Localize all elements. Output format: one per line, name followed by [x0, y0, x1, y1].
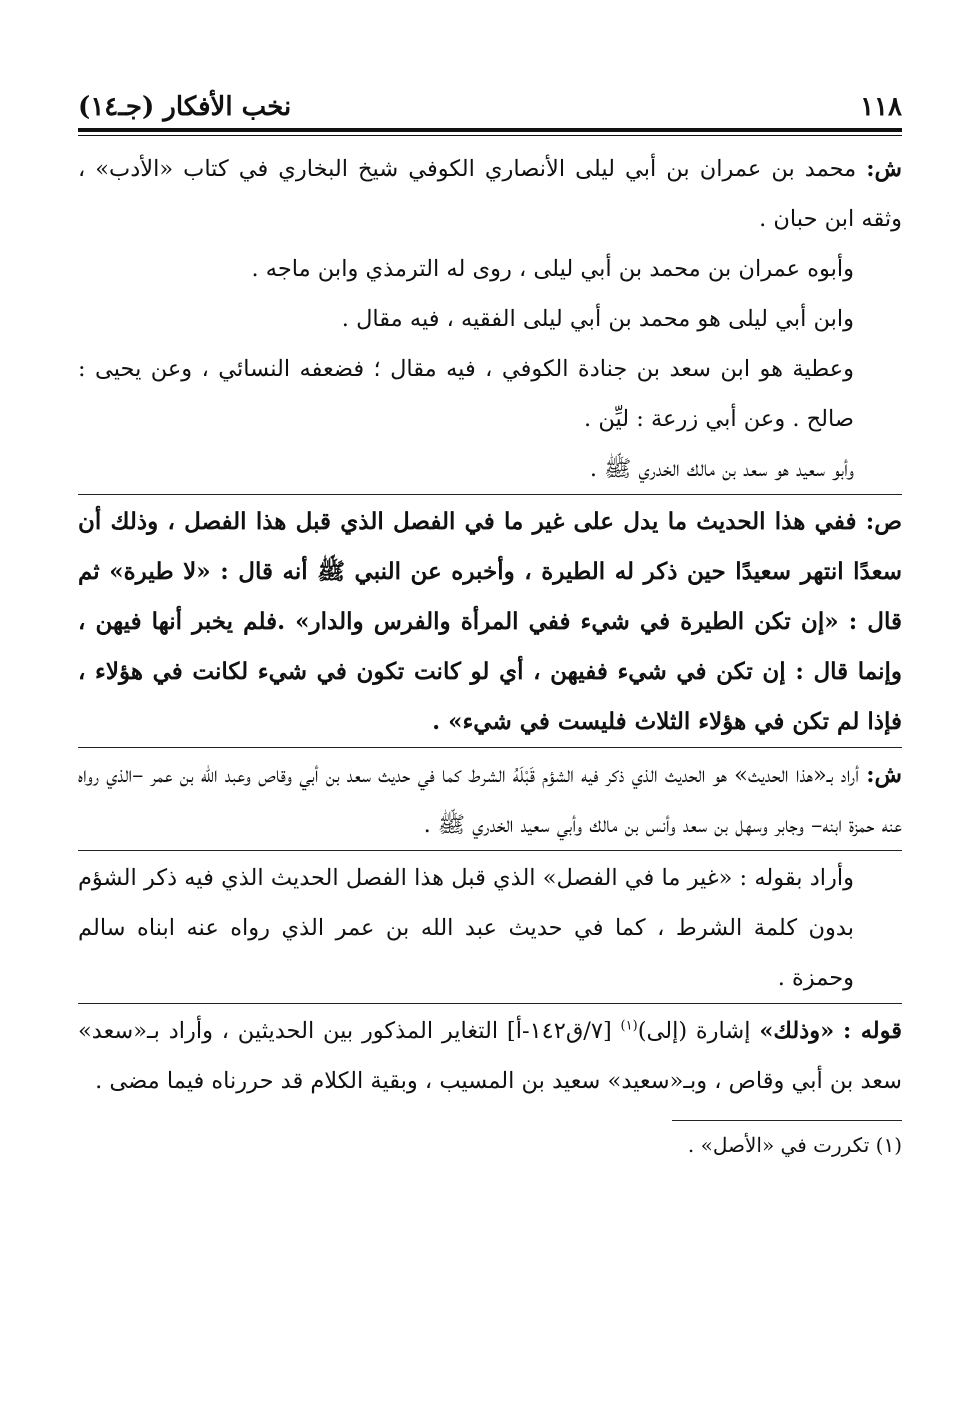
body-text [78, 144, 902, 1165]
footnote [78, 1125, 902, 1165]
book-title: نخب الأفكار (جـ١٤) [78, 92, 292, 122]
paragraph-label: ش: [866, 762, 902, 788]
paragraph-text: أراد بـ«هذا الحديث» هو الحديث الذي ذكر فيه الشؤم قَبْلَهُ الشرط كما في حديث سعد بن أبي وقاص وعبد الله بن عمر –الذي رواه عنه حمزة ابنه– وجابر وسهل بن سعد وأنس بن مالك وأبي سعيد الخدري ﷺ . [78, 762, 902, 838]
paragraph-text-before-note: إشارة (إلى) [637, 1018, 751, 1044]
footnote-text: (١) تكررت في «الأصل» . [687, 1133, 902, 1157]
section-divider [78, 747, 902, 748]
quoted-term: «وذلك» [759, 1018, 835, 1044]
paragraph-label: ش: [866, 156, 902, 182]
paragraph-label: ص: [865, 508, 902, 535]
paragraph-text: ففي هذا الحديث ما يدل على غير ما في الفصل الذي قبل هذا الفصل ، وذلك أن سعدًا انتهر سعيدًا حين ذكر له الطيرة ، وأخبره عن النبي ﷺ أنه قال : «لا طيرة» ثم قال : «إن تكن الطيرة في شيء ففي المرأة والفرس والدار» .فلم يخبر أنها فيهن ، وإنما قال : إن تكن في شيء ففيهن ، أي لو كانت تكون في شيء لكانت في هؤلاء ، فإذا لم تكن في هؤلاء الثلاث فليست في شيء» . [78, 508, 902, 735]
paragraph-atiyya [78, 344, 902, 444]
paragraph-text: وعطية هو ابن سعد بن جنادة الكوفي ، فيه مقال ؛ فضعفه النسائي ، وعن يحيى : صالح . وعن أبي زرعة : ليِّن . [78, 356, 854, 432]
paragraph-commentary-1 [78, 144, 902, 244]
paragraph-text: وأبو سعيد هو سعد بن مالك الخدري ﷺ . [589, 456, 854, 482]
section-divider [78, 850, 902, 851]
header-rule [78, 128, 902, 132]
paragraph-text: وأبوه عمران بن محمد بن أبي ليلى ، روى له الترمذي وابن ماجه . [251, 256, 854, 282]
section-divider [78, 494, 902, 495]
paragraph-text: وأراد بقوله : «غير ما في الفصل» الذي قبل هذا الفصل الحديث الذي فيه ذكر الشؤم بدون كلمة الشرط ، كما في حديث عبد الله بن عمر الذي رواه عنه ابناه سالم وحمزة . [78, 865, 854, 991]
footnote-rule [672, 1120, 902, 1121]
paragraph-abu-said [78, 444, 902, 494]
paragraph-father [78, 244, 902, 294]
page-number: ١١٨ [860, 92, 902, 122]
footnote-marker[interactable]: (١) [620, 1018, 638, 1034]
page-header [78, 78, 902, 122]
paragraph-text: [٧/ق١٤٢-أ] التغاير المذكور بين الحديثين ، وأراد بـ«سعد» سعد بن أبي وقاص ، وبـ«سعيد» سعيد بن المسيب ، وبقية الكلام قد حررناه فيما مضى . [78, 1018, 902, 1094]
section-divider [78, 1003, 902, 1004]
paragraph-commentary-3 [78, 853, 902, 1003]
paragraph-ibn-abi-layla [78, 294, 902, 344]
paragraph-text: وابن أبي ليلى هو محمد بن أبي ليلى الفقيه ، فيه مقال . [341, 306, 854, 332]
paragraph-commentary-2 [78, 750, 902, 850]
page [78, 78, 902, 1377]
paragraph-main-text [78, 497, 902, 747]
paragraph-qawluhu [78, 1006, 902, 1106]
paragraph-label: قوله : [842, 1018, 903, 1044]
paragraph-text: محمد بن عمران بن أبي ليلى الأنصاري الكوفي شيخ البخاري في كتاب «الأدب» ، وثقه ابن حبان . [78, 156, 902, 232]
